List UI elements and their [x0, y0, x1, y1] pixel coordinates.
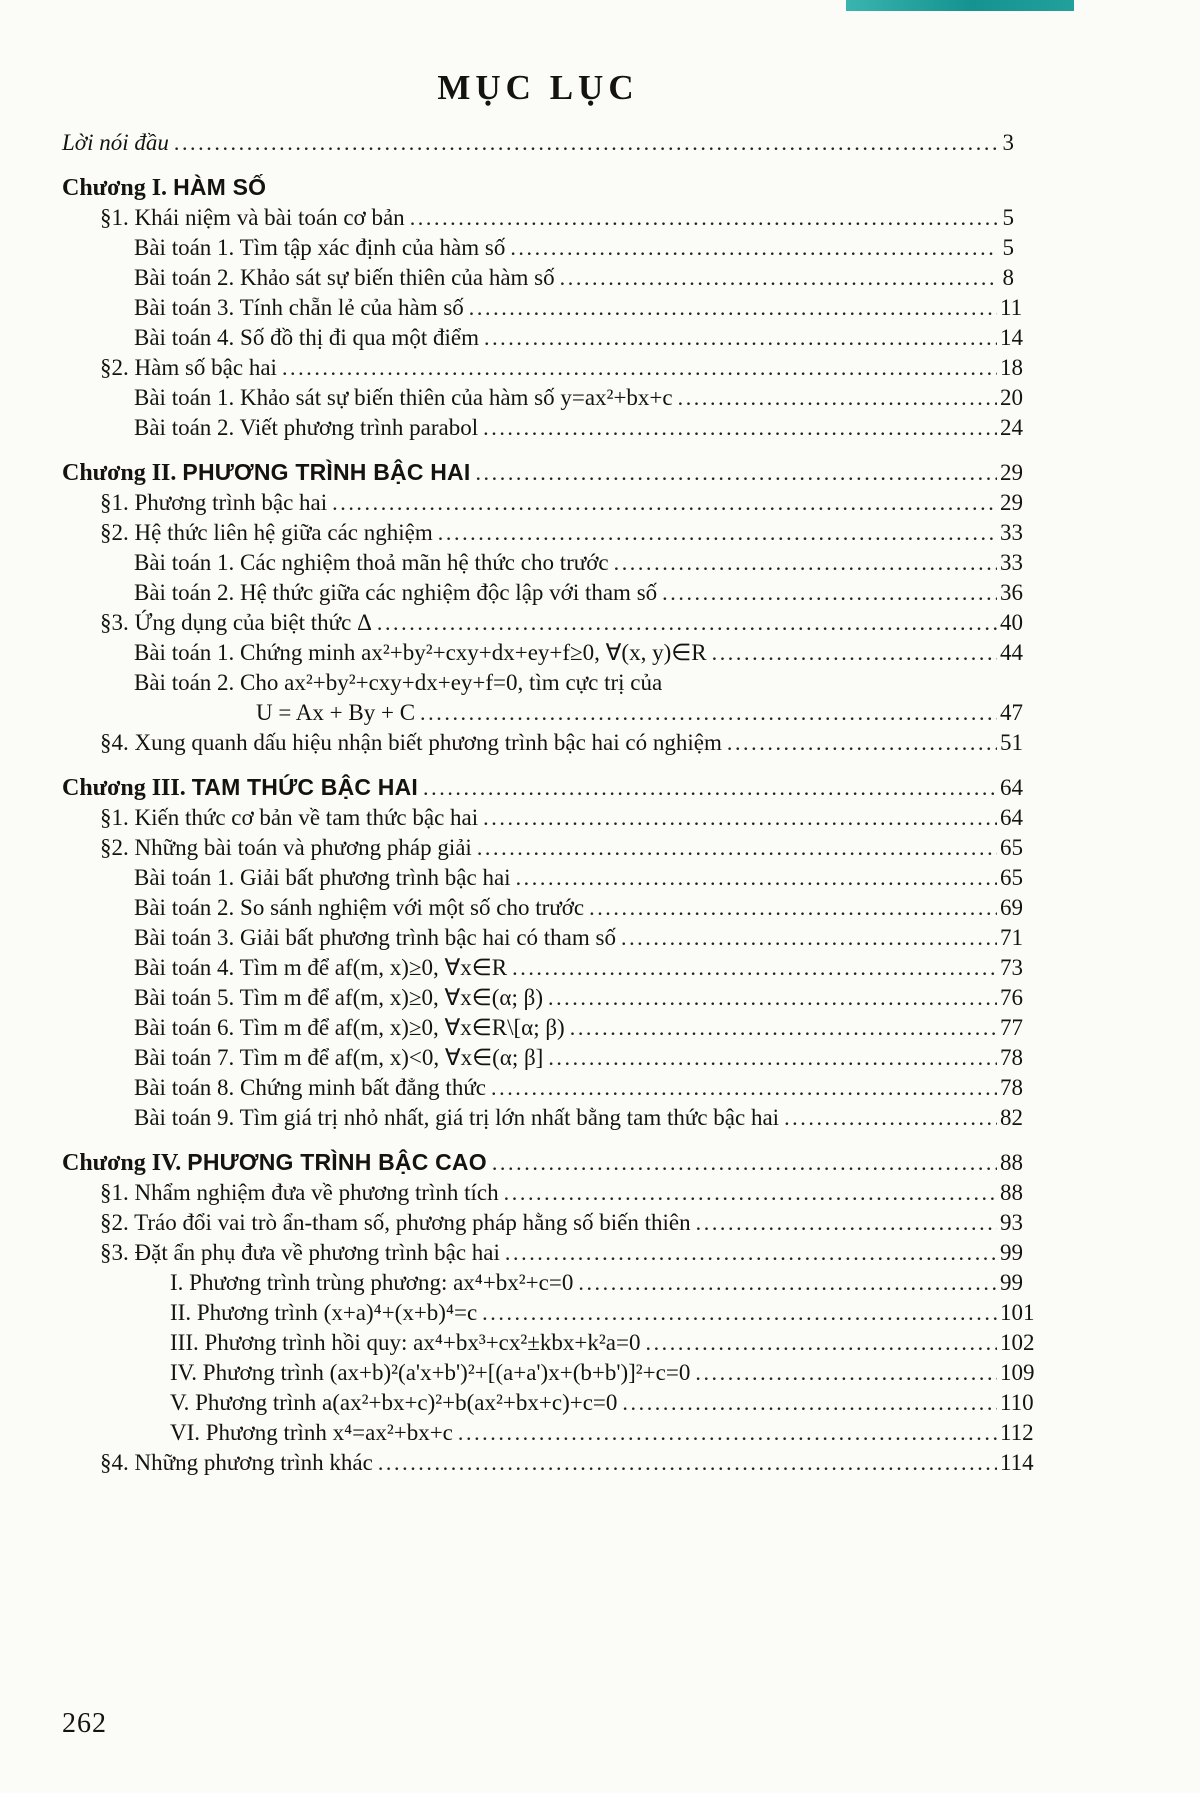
toc-entry: [62, 1328, 1035, 1358]
toc-entry: [62, 457, 1023, 488]
toc-entry-text: Bài toán 8. Chứng minh bất đẳng thức: [134, 1075, 486, 1100]
toc-entry: [62, 383, 1023, 413]
dot-leader: [483, 413, 997, 443]
dot-leader: [548, 983, 997, 1013]
toc-entry-text: Bài toán 9. Tìm giá trị nhỏ nhất, giá trị lớn nhất bằng tam thức bậc hai: [134, 1105, 780, 1130]
toc-entry-page: 5: [1002, 205, 1014, 230]
toc-entry: [62, 668, 1014, 698]
scan-artifact-strip: [846, 0, 1074, 11]
toc-entry-page: 102: [1000, 1330, 1035, 1355]
toc-entry: [62, 1418, 1034, 1448]
dot-leader: [492, 1148, 997, 1178]
toc-entry-text: Bài toán 1. Tìm tập xác định của hàm số: [134, 235, 506, 260]
toc-entry-page: 33: [1000, 520, 1023, 545]
toc-entry-page: 64: [1000, 775, 1023, 800]
page-number: 262: [62, 1708, 107, 1739]
toc-entry-text: §1. Phương trình bậc hai: [100, 490, 328, 515]
toc-entry-text: Bài toán 2. So sánh nghiệm với một số cho trước: [134, 895, 585, 920]
toc-entry-text: §1. Khái niệm và bài toán cơ bản: [100, 205, 405, 230]
dot-leader: [622, 1388, 997, 1418]
dot-leader: [438, 518, 997, 548]
toc-entry-text: §3. Ứng dụng của biệt thức Δ: [100, 610, 372, 635]
toc-entry-page: 99: [1000, 1270, 1023, 1295]
dot-leader: [678, 383, 997, 413]
toc-entry-text: §2. Hàm số bậc hai: [100, 355, 277, 380]
toc-entry: [62, 578, 1023, 608]
toc-entry-page: 110: [1000, 1390, 1034, 1415]
toc-entry: [62, 1147, 1023, 1178]
toc-entry-text: Bài toán 1. Khảo sát sự biến thiên của hàm số y=ax²+bx+c: [134, 385, 673, 410]
toc-entry: [62, 1298, 1035, 1328]
toc-entry-text: §4. Những phương trình khác: [100, 1450, 373, 1475]
dot-leader: [712, 638, 997, 668]
dot-leader: [784, 1103, 997, 1133]
dot-leader: [469, 293, 997, 323]
toc-entry-page: 29: [1000, 460, 1023, 485]
toc-entry: [62, 233, 1014, 263]
dot-leader: [589, 893, 997, 923]
toc-entry-page: 64: [1000, 805, 1023, 830]
toc-entry-text: §3. Đặt ẩn phụ đưa về phương trình bậc hai: [100, 1240, 500, 1265]
toc-entry-text: PHƯƠNG TRÌNH BẬC HAI: [182, 459, 471, 485]
chapter-label: Chương I.: [62, 175, 174, 201]
dot-leader: [727, 728, 997, 758]
toc-list: [62, 128, 1035, 1478]
toc-entry-page: 78: [1000, 1045, 1023, 1070]
toc-entry-page: 51: [1000, 730, 1023, 755]
toc-entry-text: Bài toán 1. Chứng minh ax²+by²+cxy+dx+ey+f≥0, ∀(x, y)∈R: [134, 640, 707, 665]
toc-entry: [62, 293, 1023, 323]
dot-leader: [621, 923, 997, 953]
toc-entry-text: §1. Nhẩm nghiệm đưa về phương trình tích: [100, 1180, 499, 1205]
toc-entry-text: TAM THỨC BẬC HAI: [191, 774, 419, 800]
toc-entry-page: 99: [1000, 1240, 1023, 1265]
dot-leader: [282, 353, 997, 383]
toc-entry-text: I. Phương trình trùng phương: ax⁴+bx²+c=0: [170, 1270, 574, 1295]
toc-entry-page: 20: [1000, 385, 1023, 410]
toc-entry: [62, 1178, 1023, 1208]
chapter-label: Chương II.: [62, 460, 183, 486]
toc-entry: [62, 863, 1023, 893]
toc-entry: [62, 323, 1023, 353]
toc-entry-text: Bài toán 2. Khảo sát sự biến thiên của hàm số: [134, 265, 555, 290]
toc-entry: [62, 413, 1023, 443]
dot-leader: [378, 1448, 997, 1478]
toc-entry-text: IV. Phương trình (ax+b)²(a'x+b')²+[(a+a')x+(b+b')]²+c=0: [170, 1360, 691, 1385]
toc-entry: [62, 728, 1023, 758]
toc-entry-text: V. Phương trình a(ax²+bx+c)²+b(ax²+bx+c)+c=0: [170, 1390, 618, 1415]
toc-entry-text: Bài toán 2. Hệ thức giữa các nghiệm độc lập với tham số: [134, 580, 658, 605]
dot-leader: [548, 1043, 997, 1073]
toc-entry: [62, 1208, 1023, 1238]
toc-entry: [62, 1268, 1023, 1298]
toc-entry-page: 33: [1000, 550, 1023, 575]
toc-entry: [62, 263, 1014, 293]
page-title: MỤC LỤC: [437, 68, 639, 107]
toc-entry: [62, 833, 1023, 863]
dot-leader: [570, 1013, 997, 1043]
toc-entry: [62, 128, 1014, 158]
toc-entry-text: §4. Xung quanh dấu hiệu nhận biết phương trình bậc hai có nghiệm: [100, 730, 722, 755]
dot-leader: [491, 1073, 997, 1103]
toc-entry-page: 65: [1000, 865, 1023, 890]
dot-leader: [423, 773, 997, 803]
toc-entry: [62, 1043, 1023, 1073]
toc-entry: [62, 518, 1023, 548]
toc-entry-page: 71: [1000, 925, 1023, 950]
toc-entry-text: Lời nói đầu: [62, 130, 169, 155]
toc-entry-text: §2. Tráo đổi vai trò ẩn-tham số, phương pháp hằng số biến thiên: [100, 1210, 691, 1235]
dot-leader: [482, 1298, 997, 1328]
toc-entry: [62, 1358, 1035, 1388]
dot-leader: [483, 803, 997, 833]
dot-leader: [578, 1268, 997, 1298]
toc-entry: [62, 698, 1023, 728]
toc-entry-page: 93: [1000, 1210, 1023, 1235]
dot-leader: [645, 1328, 997, 1358]
dot-leader: [332, 488, 997, 518]
dot-leader: [662, 578, 997, 608]
toc-entry-page: 14: [1000, 325, 1023, 350]
dot-leader: [377, 608, 997, 638]
toc-entry-text: U = Ax + By + C: [256, 700, 416, 725]
toc-entry: [62, 803, 1023, 833]
dot-leader: [475, 458, 997, 488]
toc-entry: [62, 608, 1023, 638]
toc-entry-page: 101: [1000, 1300, 1035, 1325]
toc-entry: [62, 548, 1023, 578]
toc-entry-page: 76: [1000, 985, 1023, 1010]
dot-leader: [410, 203, 997, 233]
toc-entry-page: 5: [1002, 235, 1014, 260]
toc-entry: [62, 953, 1023, 983]
chapter-label: Chương IV.: [62, 1150, 188, 1176]
toc-entry-page: 65: [1000, 835, 1023, 860]
dot-leader: [512, 953, 997, 983]
toc-entry: [62, 488, 1023, 518]
dot-leader: [696, 1208, 997, 1238]
dot-leader: [174, 128, 997, 158]
toc-entry-text: §2. Những bài toán và phương pháp giải: [100, 835, 472, 860]
toc-entry-page: 47: [1000, 700, 1023, 725]
toc-entry-page: 114: [1000, 1450, 1034, 1475]
toc-entry: [62, 772, 1023, 803]
toc-entry: [62, 203, 1014, 233]
chapter-label: Chương III.: [62, 775, 192, 801]
toc-entry-page: 112: [1000, 1420, 1034, 1445]
toc-entry-text: §2. Hệ thức liên hệ giữa các nghiệm: [100, 520, 433, 545]
toc-entry-page: 29: [1000, 490, 1023, 515]
dot-leader: [614, 548, 997, 578]
toc-entry: [62, 983, 1023, 1013]
toc-entry-text: Bài toán 4. Số đồ thị đi qua một điểm: [134, 325, 479, 350]
dot-leader: [477, 833, 997, 863]
toc-entry: [62, 1388, 1034, 1418]
dot-leader: [695, 1358, 997, 1388]
toc-entry-page: 88: [1000, 1150, 1023, 1175]
toc-entry-text: Bài toán 1. Giải bất phương trình bậc hai: [134, 865, 511, 890]
toc-entry-text: PHƯƠNG TRÌNH BẬC CAO: [187, 1149, 487, 1175]
toc-entry-page: 8: [1002, 265, 1014, 290]
toc-entry-page: 78: [1000, 1075, 1023, 1100]
toc-entry-page: 109: [1000, 1360, 1035, 1385]
toc-entry-text: HÀM SỐ: [173, 174, 267, 200]
toc-entry-page: 40: [1000, 610, 1023, 635]
toc-entry-text: §1. Kiến thức cơ bản về tam thức bậc hai: [100, 805, 479, 830]
toc-entry-page: 82: [1000, 1105, 1023, 1130]
toc-entry-page: 77: [1000, 1015, 1023, 1040]
toc-entry-page: 69: [1000, 895, 1023, 920]
toc-entry: [62, 353, 1023, 383]
dot-leader: [504, 1178, 997, 1208]
toc-entry-page: 18: [1000, 355, 1023, 380]
toc-entry: [62, 1013, 1023, 1043]
toc-entry: [62, 638, 1023, 668]
dot-leader: [484, 323, 997, 353]
toc-entry-text: Bài toán 7. Tìm m để af(m, x)<0, ∀x∈(α; β]: [134, 1045, 544, 1070]
dot-leader: [516, 863, 997, 893]
toc-entry-text: Bài toán 6. Tìm m để af(m, x)≥0, ∀x∈R\[α; β): [134, 1015, 565, 1040]
toc-entry: [62, 893, 1023, 923]
toc-entry: [62, 1448, 1034, 1478]
toc-entry: [62, 923, 1023, 953]
toc-entry: [62, 1238, 1023, 1268]
toc-entry-text: Bài toán 3. Tính chẵn lẻ của hàm số: [134, 295, 464, 320]
toc-entry-text: Bài toán 2. Cho ax²+by²+cxy+dx+ey+f=0, tìm cực trị của: [134, 670, 663, 695]
toc-entry-text: Bài toán 3. Giải bất phương trình bậc hai có tham số: [134, 925, 616, 950]
toc-entry-text: III. Phương trình hồi quy: ax⁴+bx³+cx²±kbx+k²a=0: [170, 1330, 641, 1355]
dot-leader: [560, 263, 997, 293]
toc-entry-page: 24: [1000, 415, 1023, 440]
toc-entry-page: 73: [1000, 955, 1023, 980]
toc-entry-page: 88: [1000, 1180, 1023, 1205]
toc-entry-text: Bài toán 2. Viết phương trình parabol: [134, 415, 479, 440]
dot-leader: [505, 1238, 997, 1268]
toc-entry-text: VI. Phương trình x⁴=ax²+bx+c: [170, 1420, 453, 1445]
toc-entry-page: 44: [1000, 640, 1023, 665]
toc-entry-page: 3: [1002, 130, 1014, 155]
dot-leader: [510, 233, 997, 263]
dot-leader: [458, 1418, 997, 1448]
dot-leader: [420, 698, 997, 728]
toc-entry-text: Bài toán 1. Các nghiệm thoả mãn hệ thức cho trước: [134, 550, 609, 575]
toc-entry-text: Bài toán 5. Tìm m để af(m, x)≥0, ∀x∈(α; β): [134, 985, 543, 1010]
toc-entry-page: 36: [1000, 580, 1023, 605]
toc-entry: [62, 1103, 1023, 1133]
toc-entry-text: Bài toán 4. Tìm m để af(m, x)≥0, ∀x∈R: [134, 955, 508, 980]
toc-entry: [62, 172, 1014, 203]
toc-entry: [62, 1073, 1023, 1103]
toc-entry-page: 11: [1000, 295, 1023, 320]
toc-entry-text: II. Phương trình (x+a)⁴+(x+b)⁴=c: [170, 1300, 478, 1325]
